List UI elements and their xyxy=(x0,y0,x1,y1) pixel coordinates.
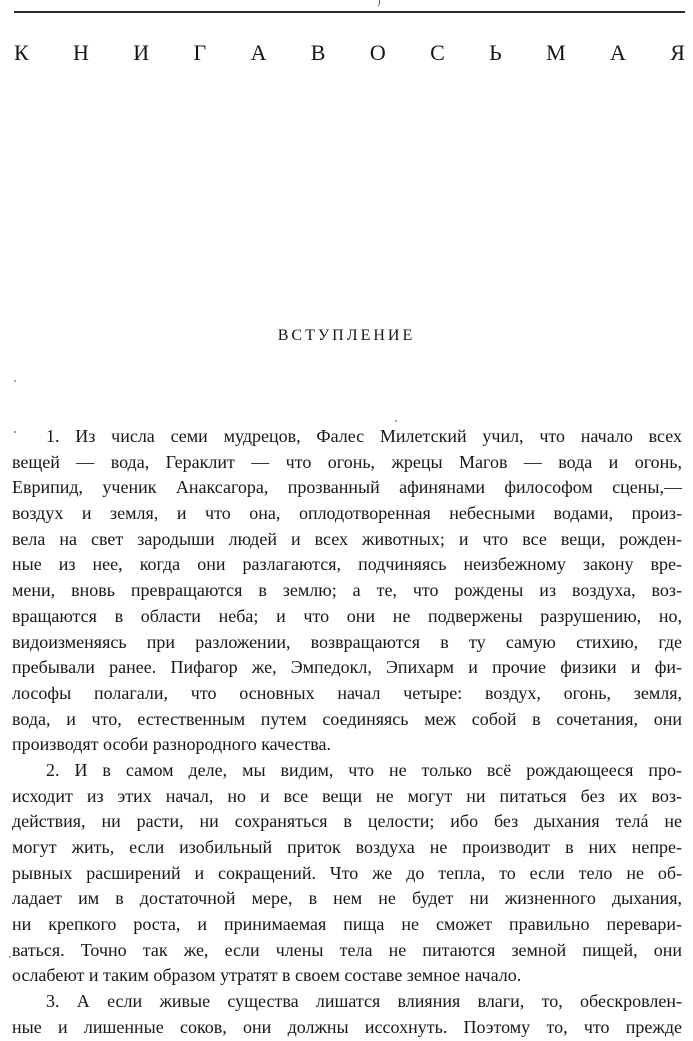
text-line: ни крепкого роста, и принимаемая пища не сможет правильно перевари- xyxy=(12,914,682,935)
text-line: воздух и земля, и что она, оплодотворенная небесными водами, произ- xyxy=(12,503,682,524)
text-line: исходит из этих начал, но и все вещи не могут ни питаться без их воз- xyxy=(12,785,682,806)
text-line: видоизменяясь при разложении, возвращаются в ту самую стихию, где xyxy=(12,631,682,652)
text-line: ные из нее, когда они разлагаются, подчиняясь неизбежному закону вре- xyxy=(12,554,682,575)
title-letter: Г xyxy=(193,40,207,65)
text-line: ослабеют и таким образом утратят в своем составе земное начало. xyxy=(12,965,522,986)
text-line: вела на свет зародыши людей и всех животных; и что все вещи, рожден- xyxy=(12,528,682,549)
title-letter: В xyxy=(310,40,326,65)
title-letter: М xyxy=(546,40,566,65)
text-line: мени, вновь превращаются в землю; а те, что рождены из воздуха, воз- xyxy=(12,580,682,601)
book-title xyxy=(14,40,685,66)
text-line: Еврипид, ученик Анаксагора, прозванный афинянами философом сцены,— xyxy=(12,477,682,498)
scan-speck xyxy=(9,956,11,958)
title-letter: Я xyxy=(670,40,685,65)
scan-speck xyxy=(14,380,16,382)
text-line: ладает им в достаточной мере, в нем не будет ни жизненного дыхания, xyxy=(12,888,682,909)
text-line: могут жить, если изобильный приток воздуха не производит в них непре- xyxy=(12,837,682,857)
title-letter: И xyxy=(133,40,150,65)
section-title: ВСТУПЛЕНИЕ xyxy=(277,327,416,344)
title-letter: С xyxy=(430,40,445,65)
title-letter: Н xyxy=(73,40,89,65)
title-letter: А xyxy=(609,40,626,65)
text-line: 2. И в самом деле, мы видим, что не только всё рождающееся про- xyxy=(46,759,682,780)
text-line: 3. А если живые существа лишатся влияния влаги, то, обескровлен- xyxy=(46,991,682,1012)
text-line: пребывали ранее. Пифагор же, Эмпедокл, Эпихарм и прочие физики и фи- xyxy=(12,657,682,678)
text-line: вода, и что, естественным путем соединяясь меж собой в сочетания, они xyxy=(12,708,682,729)
title-letter: О xyxy=(369,40,386,65)
text-line: производят особи разнородного качества. xyxy=(12,734,332,755)
text-line: ваться. Точно так же, если члены тела не питаются земной пищей, они xyxy=(12,939,682,960)
title-letter: Ь xyxy=(489,40,502,65)
top-rule xyxy=(14,11,685,13)
text-line: рывных расширений и сокращений. Что же до тепла, то если тело не об- xyxy=(12,862,682,883)
scan-mark xyxy=(376,0,380,7)
text-line: действия, ни расти, ни сохраняться в целости; ибо без дыхания телá не xyxy=(12,811,682,832)
scan-speck xyxy=(14,431,16,433)
title-letter: К xyxy=(14,40,29,65)
text-line: лософы полагали, что основных начал четыре: воздух, огонь, земля, xyxy=(12,682,682,703)
text-line: ные и лишенные соков, они должны иссохнуть. Поэтому то, что прежде xyxy=(12,1016,682,1037)
title-letter: А xyxy=(250,40,267,65)
scan-speck xyxy=(395,420,397,422)
body-text xyxy=(12,424,682,1041)
text-line: 1. Из числа семи мудрецов, Фалес Милетский учил, что начало всех xyxy=(46,426,682,446)
text-line: вращаются в области неба; и что они не подвержены разрушению, но, xyxy=(12,605,682,626)
text-line: вещей — вода, Гераклит — что огонь, жрецы Магов — вода и огонь, xyxy=(12,451,682,472)
